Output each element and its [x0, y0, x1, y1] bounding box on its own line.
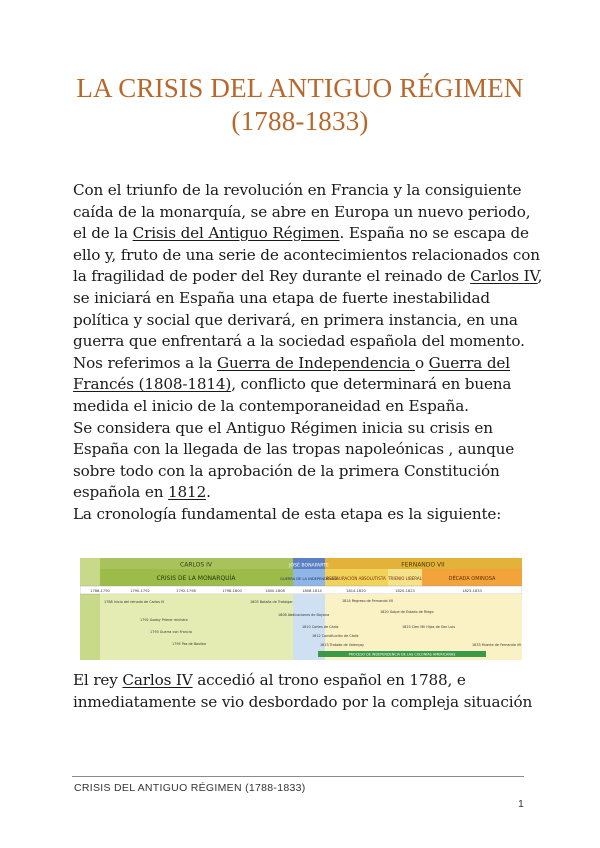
year-8: 1820-1823 — [395, 589, 415, 593]
page-number: 1 — [518, 798, 524, 810]
event-1805: 1805 Batalla de Trafalgar — [250, 600, 293, 604]
p1-text-a: Con el triunfo de la revolución en Francia y la consiguiente caída de la monarquía, se abre en Europa un nuevo periodo, el de la — [73, 181, 531, 243]
body-text-2 — [73, 670, 543, 713]
year-3: 1792-1798 — [176, 589, 196, 593]
link-crisis-antiguo-regimen[interactable]: Crisis del Antiguo Régimen — [132, 224, 340, 243]
event-1808: 1808 Abdicaciones de Bayona — [278, 613, 330, 617]
event-1792: 1792 Godoy Primer ministro — [140, 618, 188, 622]
colonies-band: PROCESO DE INDEPENDENCIA DE LAS COLONIAS AMERICANAS — [348, 652, 456, 657]
event-1812: 1812 Constitución de Cádiz — [312, 634, 359, 638]
link-carlos-iv-2[interactable]: Carlos IV — [122, 671, 193, 689]
footer-title: CRISIS DEL ANTIGUO RÉGIMEN (1788-1833) — [74, 782, 306, 794]
period-guerra-independencia: GUERRA DE LA INDEPENDENCIA — [280, 577, 338, 581]
year-6: 1808-1814 — [302, 589, 322, 593]
p4-text-b: accedió al trono español en 1788, e inmediatamente se vio desbordado por la compleja situación — [73, 671, 533, 711]
p1-text-e: , conflicto que determinará en buena medida el inicio de la contemporaneidad en España. — [73, 375, 512, 415]
paragraph-2 — [73, 418, 543, 504]
event-1833: 1833 Muerte de Fernando VII — [472, 643, 522, 647]
event-1788: 1788 Inicio del reinado de Carlos IV — [104, 600, 165, 604]
paragraph-3: La cronología fundamental de esta etapa es la siguiente: — [73, 504, 502, 523]
year-5: 1800-1808 — [265, 589, 285, 593]
page-title — [0, 72, 600, 138]
footer-divider — [72, 776, 524, 777]
link-1812[interactable]: 1812 — [168, 483, 207, 502]
event-1793: 1793 Guerra con Francia — [150, 630, 192, 634]
year-9: 1823-1833 — [462, 589, 482, 593]
body-text — [73, 180, 543, 526]
paragraph-1 — [73, 180, 543, 418]
p1-text-b: . España no se escapa de ello y, fruto de una serie de acontecimientos relacionados con la fragilidad de poder del Rey durante el reinado de — [73, 224, 540, 286]
paragraph-4 — [73, 670, 543, 713]
link-guerra-frances[interactable]: Guerra del Francés (1808-1814) — [73, 353, 510, 394]
title-line-2: (1788-1833) — [231, 106, 369, 136]
p1-text-c: , se iniciará en España una etapa de fuerte inestabilidad política y social que derivará, en primera instancia, en una guerra que enfrentará a la sociedad española del momento. Nos referimos a la — [73, 267, 543, 372]
p2-text-a: Se considera que el Antiguo Régimen inicia su crisis en España con la llegada de las tropas napoleónicas , aunque sobre todo con la aprobación de la primera Constitución española en — [73, 418, 515, 502]
title-line-1: LA CRISIS DEL ANTIGUO RÉGIMEN — [76, 73, 524, 103]
event-1813: 1813 Tratado de Valençay — [320, 643, 365, 647]
reign-jose-bonaparte: JOSÉ BONAPARTE — [289, 563, 329, 569]
p2-text-b: . — [206, 483, 211, 502]
period-crisis-monarquia: CRISIS DE LA MONARQUÍA — [156, 575, 236, 582]
event-1814: 1814 Regreso de Fernando VII — [342, 599, 393, 603]
reign-fernando-vii: FERNANDO VII — [401, 561, 445, 569]
event-1795: 1795 Paz de Basilea — [172, 642, 207, 646]
p4-text-a: El rey — [73, 671, 123, 689]
link-guerra-independencia[interactable]: Guerra de Independencia — [216, 353, 415, 372]
year-2: 1790-1792 — [130, 589, 150, 593]
period-decada-ominosa: DÉCADA OMINOSA — [448, 576, 496, 582]
event-1820: 1820 Golpe de Estado de Riego — [380, 610, 434, 614]
year-1: 1788-1790 — [90, 589, 110, 593]
event-1823: 1823 Cien Mil Hijos de San Luis — [402, 625, 456, 629]
year-7: 1814-1820 — [346, 589, 366, 593]
period-trienio: TRIENIO LIBERAL — [388, 576, 422, 581]
link-carlos-iv[interactable]: Carlos IV — [470, 267, 538, 286]
event-1810: 1810 Cortes de Cádiz — [302, 625, 339, 629]
reign-carlos-iv: CARLOS IV — [180, 561, 212, 569]
period-restauracion: RESTAURACIÓN ABSOLUTISTA — [326, 576, 386, 581]
year-4: 1798-1800 — [222, 589, 242, 593]
timeline-image — [80, 558, 522, 660]
p1-text-d: o — [414, 353, 429, 372]
